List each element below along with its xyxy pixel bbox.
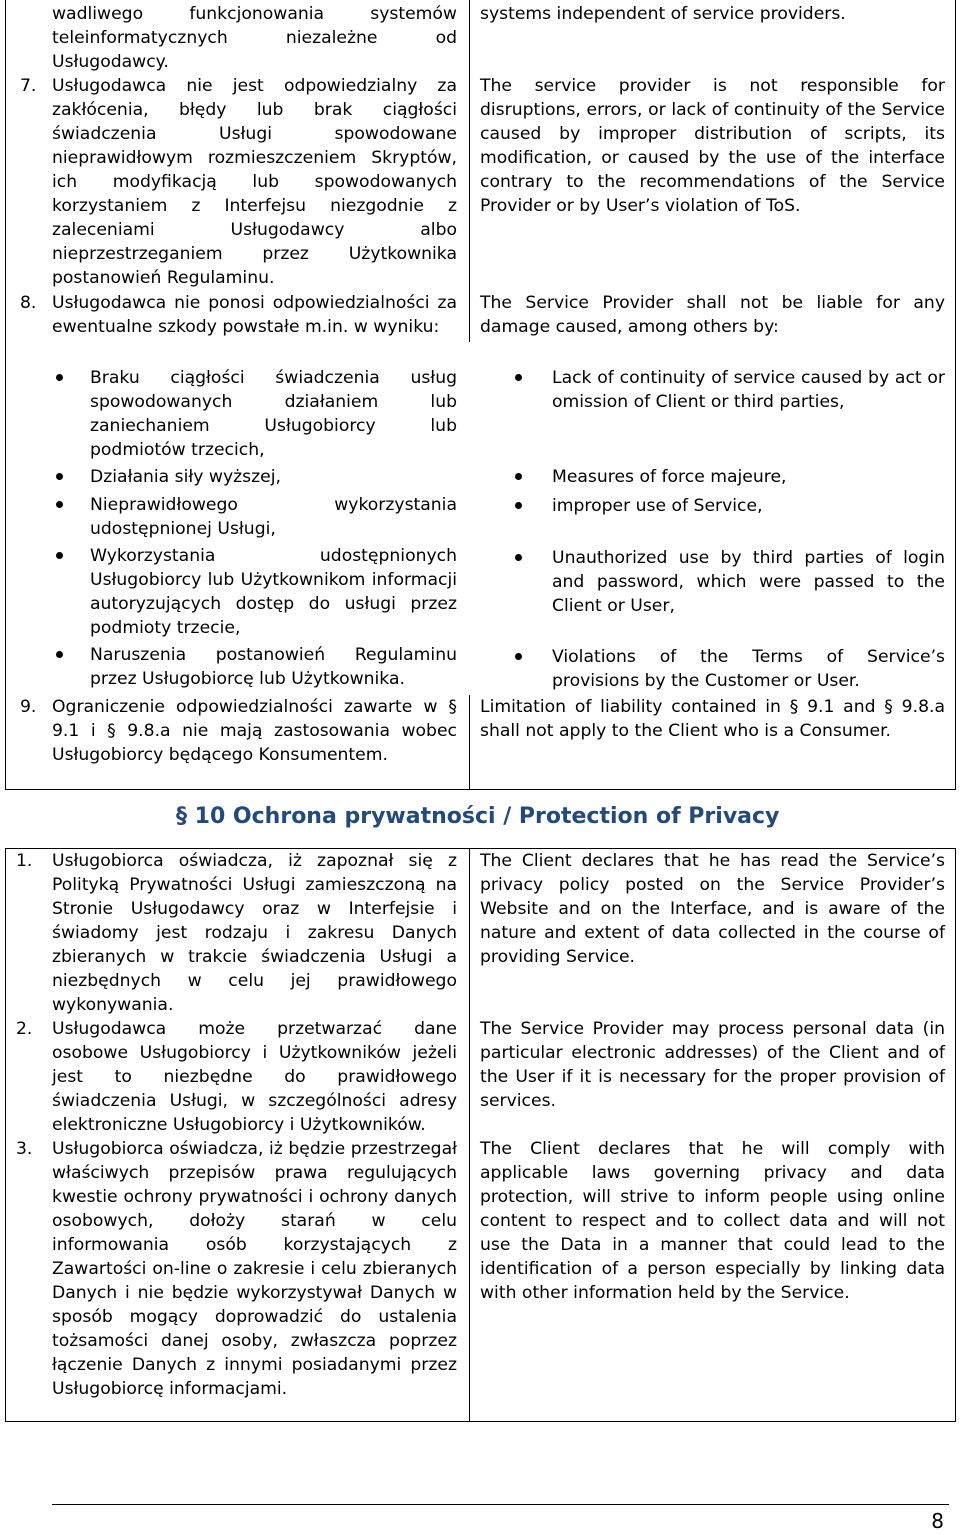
bullet-icon: [56, 473, 63, 480]
bullet-icon: [515, 473, 522, 480]
clause-9-en: Limitation of liability contained in § 9.1 and § 9.8.a shall not apply to the Client who is a Consumer.: [480, 697, 945, 741]
bullet-icon: [56, 651, 63, 658]
bullet-icon: [515, 502, 522, 509]
column-divider: [469, 848, 470, 1422]
privacy-clause-2-pl: Usługodawca może przetwarzać dane osobowe Usługobiorcy i Użytkowników jeżeli jest to niezbędne do prawidłowego świadczenia Usługi, w szczególności adresy elektroniczne Usługobiorcy i Użytkowników.: [52, 1019, 457, 1135]
clause-8-pl: Usługodawca nie ponosi odpowiedzialności za ewentualne szkody powstałe m.in. w wyniku:: [52, 293, 457, 337]
privacy-clause-2-en: The Service Provider may process personal data (in particular electronic addresses) of the Client and of the User if it is necessary for the proper provision of services.: [480, 1019, 945, 1111]
bullet-pl: Braku ciągłości świadczenia usług spowodowanych działaniem lub zaniechaniem Usługobiorcy lub podmiotów trzecich,: [90, 368, 457, 460]
bullet-en: Lack of continuity of service caused by act or omission of Client or third parties,: [552, 368, 945, 412]
privacy-clause-3-pl: Usługobiorca oświadcza, iż będzie przestrzegał właściwych przepisów prawa regulujących kwestie ochrony prywatności i ochrony danych osobowych, dołoży starań w celu informowania osób korzystających z Zawartości on-line o zakresie i celu zbieranych Danych i nie będzie wykorzystywał Danych w sposób mogący doprowadzić do ustalenia tożsamości danej osoby, zwłaszcza poprzez łączenie Danych z innymi posiadanymi przez Usługobiorcę informacjami.: [52, 1139, 457, 1399]
clause-7-en: The service provider is not responsible for disruptions, errors, or lack of continuity of the Service caused by improper distribution of scripts, its modification, or caused by the use of the interface contrary to the recommendations of the Service Provider or by User’s violation of ToS.: [480, 76, 945, 216]
bullet-pl: Naruszenia postanowień Regulaminu przez Usługobiorcę lub Użytkownika.: [90, 645, 457, 689]
bullet-en: Violations of the Terms of Service’s provisions by the Customer or User.: [552, 647, 945, 691]
clause-number: 7.: [20, 76, 37, 96]
bullet-en: improper use of Service,: [552, 496, 763, 516]
bullet-pl: Wykorzystania udostępnionych Usługobiorcy lub Użytkownikom informacji autoryzujących dostęp do usługi przez podmioty trzecie,: [90, 546, 457, 638]
column-divider: [469, 0, 470, 342]
clause-8-en: The Service Provider shall not be liable for any damage caused, among others by:: [480, 293, 945, 337]
clause-number: 1.: [16, 851, 33, 871]
clause-cont-en: systems independent of service providers.: [480, 4, 846, 24]
bullet-en: Measures of force majeure,: [552, 467, 787, 487]
privacy-clause-3-en: The Client declares that he will comply with applicable laws governing privacy and data protection, will strive to inform people using online content to respect and to collect data and will not use the Data in a manner that could lead to the identification of a person especially by linking data with other information held by the Service.: [480, 1139, 945, 1303]
clause-cont-pl: wadliwego funkcjonowania systemów teleinformatycznych niezależne od Usługodawcy.: [52, 4, 457, 72]
privacy-clause-1-en: The Client declares that he has read the Service’s privacy policy posted on the Service Provider’s Website and on the Interface, and is aware of the nature and extent of data collected in the course of providing Service.: [480, 851, 945, 967]
bullet-icon: [515, 374, 522, 381]
section-heading: § 10 Ochrona prywatności / Protection of Privacy: [176, 804, 780, 829]
column-divider: [469, 695, 470, 790]
clause-7-pl: Usługodawca nie jest odpowiedzialny za zakłócenia, błędy lub brak ciągłości świadczenia Usługi spowodowane nieprawidłowym rozmieszczeniem Skryptów, ich modyfikacją lub spowodowanych korzystaniem z Interfejsu niezgodnie z zaleceniami Usługodawcy albo nieprzestrzeganiem przez Użytkownika postanowień Regulaminu.: [52, 76, 457, 288]
bullet-icon: [56, 374, 63, 381]
bullet-icon: [56, 501, 63, 508]
clause-number: 3.: [16, 1139, 33, 1159]
clause-number: 2.: [16, 1019, 33, 1039]
bullet-en: Unauthorized use by third parties of login and password, which were passed to the Client or User,: [552, 548, 945, 616]
bullet-icon: [56, 552, 63, 559]
footer-rule: [52, 1504, 949, 1505]
bullet-pl: Nieprawidłowego wykorzystania udostępnionej Usługi,: [90, 495, 457, 539]
bullet-icon: [515, 653, 522, 660]
page-number: 8: [931, 1509, 944, 1533]
bullet-icon: [515, 554, 522, 561]
clause-number: 8.: [20, 293, 37, 313]
bullet-pl: Działania siły wyższej,: [90, 467, 281, 487]
clause-number: 9.: [20, 697, 37, 717]
clause-9-pl: Ograniczenie odpowiedzialności zawarte w § 9.1 i § 9.8.a nie mają zastosowania wobec Usługobiorcy będącego Konsumentem.: [52, 697, 457, 765]
privacy-clause-1-pl: Usługobiorca oświadcza, iż zapoznał się z Polityką Prywatności Usługi zamieszczoną na Stronie Usługodawcy oraz w Interfejsie i świadomy jest rodzaju i zakresu Danych zbieranych w trakcie świadczenia Usługi a niezbędnych w celu jej prawidłowego wykonywania.: [52, 851, 457, 1015]
